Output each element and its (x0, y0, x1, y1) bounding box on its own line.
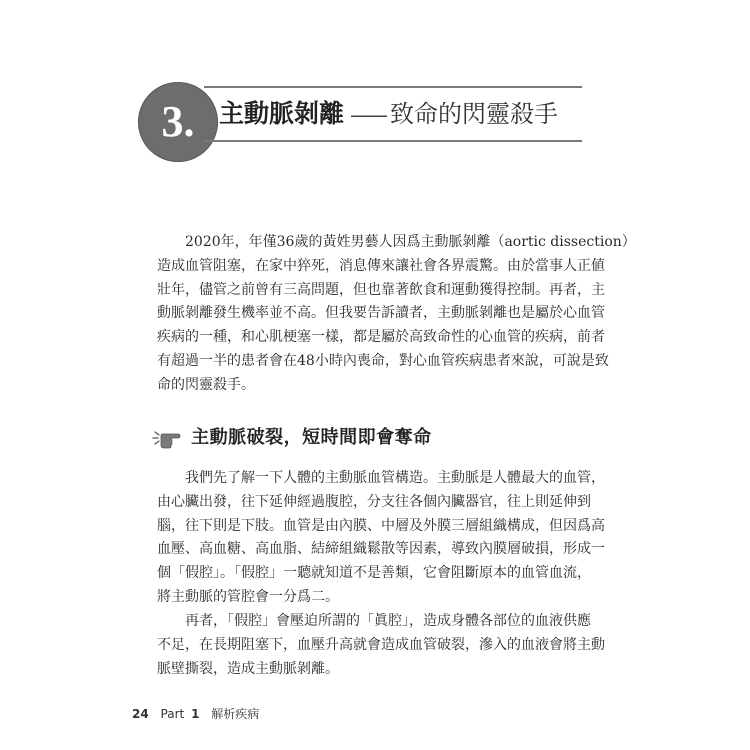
paragraph-line: 有超過一半的患者會在48小時內喪命，對心血管疾病患者來說，可說是致 (157, 352, 609, 369)
intro-paragraph (157, 231, 636, 398)
page-number: 24 (132, 707, 149, 721)
paragraph-line: 由心臟出發，往下延伸經過腹腔，分支往各個內臟器官，往上則延伸到 (157, 493, 591, 510)
chapter-dash: —— (350, 103, 387, 127)
chapter-heading (219, 94, 558, 134)
part-number: 1 (191, 707, 200, 721)
paragraph-line: 脈壁撕裂，造成主動脈剝離。 (157, 660, 339, 677)
section-paragraph-1 (157, 467, 605, 610)
chapter-number: 3. (161, 97, 195, 146)
section-heading (152, 422, 432, 452)
part-title: 解析疾病 (211, 707, 260, 721)
section-paragraph-2 (157, 610, 605, 681)
part-label: Part (160, 707, 185, 721)
paragraph-line: 腦，往下則是下肢。血管是由內膜、中層及外膜三層組織構成，但因爲高 (157, 517, 605, 534)
paragraph-line: 2020年，年僅36歲的黃姓男藝人因爲主動脈剝離（aortic dissection） (185, 234, 636, 250)
paragraph-line: 血壓、高血糖、高血脂、結締組織鬆散等因素，導致內膜層破損，形成一 (157, 541, 605, 558)
chapter-title: 主動脈剝離 (219, 99, 345, 128)
paragraph-line: 造成血管阻塞，在家中猝死，消息傳來讓社會各界震驚。由於當事人正値 (157, 257, 605, 274)
heading-top-rule (204, 86, 582, 88)
paragraph-line: 壯年，儘管之前曾有三高問題，但也靠著飲食和運動獲得控制。再者，主 (157, 281, 605, 298)
paragraph-line: 疾病的一種，和心肌梗塞一樣，都是屬於高致命性的心血管的疾病，前者 (157, 329, 605, 346)
chapter-subtitle: 致命的閃靈殺手 (390, 100, 559, 128)
paragraph-line: 命的閃靈殺手。 (157, 376, 255, 393)
pointing-hand-icon (152, 426, 182, 450)
page-footer (132, 704, 259, 724)
paragraph-line: 不足，在長期阻塞下，血壓升高就會造成血管破裂，滲入的血液會將主動 (157, 636, 605, 653)
paragraph-line: 個「假腔」。「假腔」一聽就知道不是善類，它會阻斷原本的血管血流， (157, 565, 591, 582)
paragraph-line: 將主動脈的管腔會一分爲二。 (157, 588, 339, 605)
paragraph-line: 我們先了解一下人體的主動脈血管構造。主動脈是人體最大的血管， (185, 470, 605, 486)
paragraph-line: 動脈剝離發生機率並不高。但我要告訴讀者，主動脈剝離也是屬於心血管 (157, 305, 605, 322)
section-title: 主動脈破裂，短時間即會奪命 (191, 426, 432, 448)
paragraph-line: 再者，「假腔」會壓迫所謂的「眞腔」，造成身體各部位的血液供應 (185, 613, 591, 629)
heading-bottom-rule (204, 140, 582, 142)
